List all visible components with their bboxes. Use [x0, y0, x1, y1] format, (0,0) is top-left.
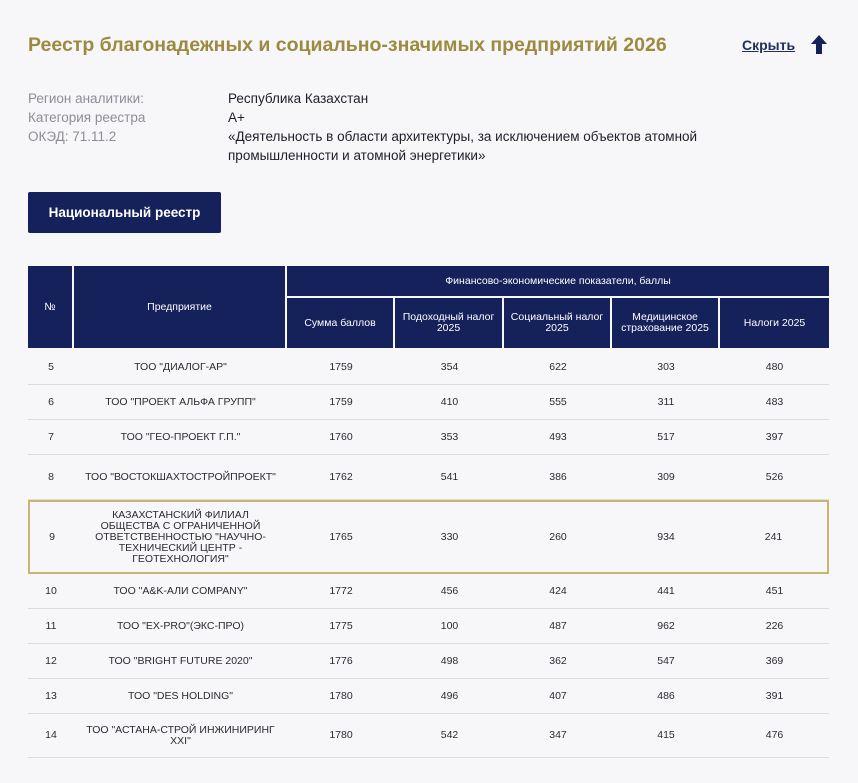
cell-taxes: 451: [720, 574, 829, 609]
cell-social: 362: [504, 644, 612, 679]
header-num[interactable]: №: [28, 266, 74, 350]
cell-taxes: 480: [720, 350, 829, 385]
header-taxes[interactable]: Налоги 2025: [720, 298, 829, 350]
cell-name[interactable]: ТОО "ПРОЕКТ АЛЬФА ГРУПП": [74, 385, 287, 420]
cell-num: 8: [28, 455, 74, 500]
cell-taxes: 397: [720, 420, 829, 455]
table-row[interactable]: [28, 385, 829, 420]
cell-medical: 309: [612, 455, 720, 500]
info-value: А+: [228, 110, 245, 125]
cell-sum: 1772: [287, 574, 395, 609]
cell-num: 6: [28, 385, 74, 420]
table-row[interactable]: [28, 420, 829, 455]
cell-sum: 1780: [287, 714, 395, 758]
cell-social: 487: [504, 609, 612, 644]
cell-income: 498: [395, 644, 504, 679]
cell-num: 9: [28, 500, 74, 574]
info-row-region: [28, 89, 788, 108]
cell-sum: 1760: [287, 420, 395, 455]
header-income-tax[interactable]: Подоходный налог 2025: [395, 298, 504, 350]
cell-medical: 962: [612, 609, 720, 644]
cell-social: 424: [504, 574, 612, 609]
cell-income: 100: [395, 609, 504, 644]
cell-income: 354: [395, 350, 504, 385]
table-body: [28, 350, 829, 758]
cell-name[interactable]: ТОО "ГЕО-ПРОЕКТ Г.П.": [74, 420, 287, 455]
header-enterprise[interactable]: Предприятие: [74, 266, 287, 350]
info-block: [28, 89, 788, 165]
cell-social: 622: [504, 350, 612, 385]
header-medical[interactable]: Медицинское страхование 2025: [612, 298, 720, 350]
national-registry-button[interactable]: Национальный реестр: [28, 192, 221, 233]
cell-social: 407: [504, 679, 612, 714]
cell-name[interactable]: ТОО "ВОСТОКШАХТОСТРОЙПРОЕКТ": [74, 455, 287, 500]
cell-num: 7: [28, 420, 74, 455]
cell-medical: 441: [612, 574, 720, 609]
cell-social: 347: [504, 714, 612, 758]
cell-name[interactable]: ТОО "DES HOLDING": [74, 679, 287, 714]
cell-income: 456: [395, 574, 504, 609]
table-row[interactable]: [28, 679, 829, 714]
arrow-up-icon[interactable]: [809, 33, 829, 57]
cell-medical: 415: [612, 714, 720, 758]
page-title: Реестр благонадежных и социально-значимых предприятий 2026: [28, 34, 667, 56]
cell-medical: 547: [612, 644, 720, 679]
cell-taxes: 476: [720, 714, 829, 758]
table-row[interactable]: [28, 609, 829, 644]
cell-taxes: 526: [720, 455, 829, 500]
cell-sum: 1765: [287, 500, 395, 574]
cell-sum: 1762: [287, 455, 395, 500]
header-social-tax[interactable]: Социальный налог 2025: [504, 298, 612, 350]
cell-sum: 1776: [287, 644, 395, 679]
header-sum[interactable]: Сумма баллов: [287, 298, 395, 350]
cell-taxes: 483: [720, 385, 829, 420]
cell-medical: 303: [612, 350, 720, 385]
cell-taxes: 241: [720, 500, 829, 574]
cell-taxes: 391: [720, 679, 829, 714]
info-row-oked: [28, 127, 788, 165]
hide-link[interactable]: Скрыть: [742, 37, 796, 53]
cell-income: 542: [395, 714, 504, 758]
cell-name[interactable]: ТОО "АСТАНА-СТРОЙ ИНЖИНИРИНГ XXI": [74, 714, 287, 758]
cell-num: 13: [28, 679, 74, 714]
registry-table: [28, 266, 829, 758]
cell-num: 11: [28, 609, 74, 644]
table-row[interactable]: [28, 350, 829, 385]
cell-income: 353: [395, 420, 504, 455]
cell-sum: 1775: [287, 609, 395, 644]
table-row[interactable]: [28, 714, 829, 758]
cell-income: 541: [395, 455, 504, 500]
cell-medical: 517: [612, 420, 720, 455]
cell-num: 14: [28, 714, 74, 758]
cell-income: 410: [395, 385, 504, 420]
table-row[interactable]: [28, 455, 829, 500]
table-row[interactable]: [28, 500, 829, 574]
header-group: Финансово-экономические показатели, баллы: [287, 266, 829, 298]
table-row[interactable]: [28, 644, 829, 679]
info-label: Категория реестра: [28, 110, 146, 125]
cell-name[interactable]: ТОО "BRIGHT FUTURE 2020": [74, 644, 287, 679]
cell-sum: 1759: [287, 385, 395, 420]
info-value: «Деятельность в области архитектуры, за исключением объектов атомной промышленности и атомной энергетики»: [228, 129, 698, 163]
cell-social: 493: [504, 420, 612, 455]
cell-social: 386: [504, 455, 612, 500]
table-row[interactable]: [28, 574, 829, 609]
cell-income: 496: [395, 679, 504, 714]
cell-taxes: 369: [720, 644, 829, 679]
cell-medical: 934: [612, 500, 720, 574]
cell-social: 260: [504, 500, 612, 574]
cell-taxes: 226: [720, 609, 829, 644]
cell-social: 555: [504, 385, 612, 420]
cell-name[interactable]: ТОО "A&K-АЛИ COMPANY": [74, 574, 287, 609]
cell-sum: 1780: [287, 679, 395, 714]
info-value: Республика Казахстан: [228, 91, 369, 106]
cell-name[interactable]: ТОО "ДИАЛОГ-АР": [74, 350, 287, 385]
cell-medical: 311: [612, 385, 720, 420]
cell-num: 12: [28, 644, 74, 679]
cell-name[interactable]: ТОО "EX-PRO"(ЭКС-ПРО): [74, 609, 287, 644]
cell-income: 330: [395, 500, 504, 574]
cell-num: 5: [28, 350, 74, 385]
cell-medical: 486: [612, 679, 720, 714]
info-row-category: [28, 108, 788, 127]
info-label: Регион аналитики:: [28, 91, 144, 106]
cell-name[interactable]: КАЗАХСТАНСКИЙ ФИЛИАЛ ОБЩЕСТВА С ОГРАНИЧЕННОЙ ОТВЕТСТВЕННОСТЬЮ "НАУЧНО-ТЕХНИЧЕСКИЙ ЦЕНТР - ГЕОТЕХНОЛОГИЯ": [74, 500, 287, 574]
info-label: ОКЭД: 71.11.2: [28, 129, 117, 144]
cell-num: 10: [28, 574, 74, 609]
cell-sum: 1759: [287, 350, 395, 385]
